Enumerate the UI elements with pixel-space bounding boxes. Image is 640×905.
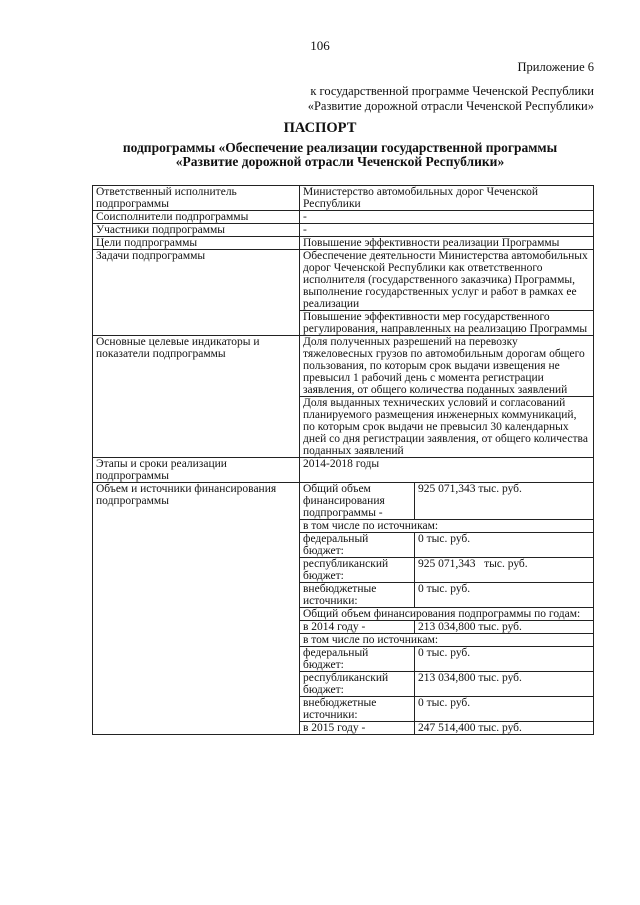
fin-republic-row-2 bbox=[300, 672, 593, 697]
fin-sources-row-2 bbox=[300, 634, 593, 647]
fin-sources-row bbox=[300, 520, 593, 533]
page-number: 106 bbox=[310, 38, 330, 53]
value-tasks bbox=[300, 250, 594, 336]
fin-2015-value: 247 514,400 тыс. руб. bbox=[418, 722, 522, 734]
fin-federal-row bbox=[300, 533, 593, 558]
row-financing bbox=[93, 483, 594, 735]
fin-federal-value-2: 0 тыс. руб. bbox=[415, 647, 594, 672]
label-tasks: Задачи подпрограммы bbox=[93, 250, 300, 336]
document-title: ПАСПОРТ bbox=[283, 120, 357, 136]
subtitle-line-2: «Развитие дорожной отрасли Чеченской Республики» bbox=[175, 154, 505, 169]
fin-republic-label-2: республиканский бюджет: bbox=[300, 672, 415, 697]
appendix-block bbox=[308, 60, 594, 115]
row-participants bbox=[93, 224, 594, 237]
fin-2015-label: в 2015 году - bbox=[300, 722, 415, 735]
fin-federal-row-2 bbox=[300, 647, 593, 672]
fin-sources-heading: в том числе по источникам: bbox=[300, 520, 593, 533]
financing-table bbox=[300, 483, 593, 734]
task-item-2: Повышение эффективности мер государственного регулирования, направленных на реализацию Программы bbox=[303, 311, 588, 335]
document-subtitle bbox=[80, 141, 600, 169]
fin-sources-heading-2: в том числе по источникам: bbox=[300, 634, 593, 647]
subtitle-line-1: подпрограммы «Обеспечение реализации государственной программы bbox=[122, 140, 558, 155]
appendix-program-name: «Развитие дорожной отрасли Чеченской Республики» bbox=[307, 99, 594, 113]
fin-republic-label: республиканский бюджет: bbox=[300, 558, 415, 583]
fin-offbudget-label: внебюджетные источники: bbox=[300, 583, 415, 608]
indicator-item-1: Доля полученных разрешений на перевозку тяжеловесных грузов по автомобильным дорогам общего пользования, по которым срок выдачи извещения не превысил 1 рабочий день с момента регистрации заявления, от общего количества поданных заявлений bbox=[300, 336, 593, 397]
fin-2014-value: 213 034,800 тыс. руб. bbox=[415, 621, 594, 634]
passport-table bbox=[92, 185, 594, 735]
label-coexecutors: Соисполнители подпрограммы bbox=[93, 211, 300, 224]
value-financing bbox=[300, 483, 594, 735]
fin-offbudget-row bbox=[300, 583, 593, 608]
appendix-number: Приложение 6 bbox=[517, 60, 594, 74]
value-stages: 2014-2018 годы bbox=[300, 458, 594, 483]
row-responsible bbox=[93, 186, 594, 211]
label-stages: Этапы и сроки реализации подпрограммы bbox=[93, 458, 300, 483]
value-coexecutors: - bbox=[300, 211, 594, 224]
appendix-ref-line: к государственной программе Чеченской Республики bbox=[310, 83, 594, 98]
fin-years-row bbox=[300, 608, 593, 621]
row-stages bbox=[93, 458, 594, 483]
fin-years-heading: Общий объем финансирования подпрограммы по годам: bbox=[300, 608, 593, 621]
fin-2014-label: в 2014 году - bbox=[300, 621, 415, 634]
row-coexecutors bbox=[93, 211, 594, 224]
task-item-1: Обеспечение деятельности Министерства автомобильных дорог Чеченской Республики как ответственного исполнителя (государственного заказчика) Программы, выполнение государственных услуг и работ в рамках ее реализации bbox=[300, 250, 593, 311]
fin-offbudget-value: 0 тыс. руб. bbox=[415, 583, 594, 608]
indicator-item-2: Доля выданных технических условий и согласований планируемого размещения инженерных коммуникаций, по которым срок выдачи не превысил 30 календарных дней со дня регистрации заявления, от общего количества поданных заявлений bbox=[303, 397, 588, 457]
fin-offbudget-label-2: внебюджетные источники: bbox=[300, 697, 415, 722]
fin-offbudget-value-2: 0 тыс. руб. bbox=[415, 697, 594, 722]
label-financing: Объем и источники финансирования подпрограммы bbox=[93, 483, 300, 735]
label-goals: Цели подпрограммы bbox=[93, 237, 300, 250]
value-participants: - bbox=[300, 224, 594, 237]
value-indicators bbox=[300, 336, 594, 458]
label-participants: Участники подпрограммы bbox=[93, 224, 300, 237]
fin-total-row bbox=[300, 483, 593, 520]
fin-total-label: Общий объем финансирования подпрограммы - bbox=[300, 483, 415, 520]
fin-federal-value: 0 тыс. руб. bbox=[415, 533, 594, 558]
fin-republic-row bbox=[300, 558, 593, 583]
row-indicators bbox=[93, 336, 594, 458]
row-tasks bbox=[93, 250, 594, 336]
fin-offbudget-row-2 bbox=[300, 697, 593, 722]
label-indicators: Основные целевые индикаторы и показатели подпрограммы bbox=[93, 336, 300, 458]
fin-republic-value-2: 213 034,800 тыс. руб. bbox=[415, 672, 594, 697]
fin-2014-row bbox=[300, 621, 593, 634]
row-goals bbox=[93, 237, 594, 250]
fin-total-value: 925 071,343 тыс. руб. bbox=[415, 483, 594, 520]
value-goals: Повышение эффективности реализации Программы bbox=[300, 237, 594, 250]
value-responsible: Министерство автомобильных дорог Чеченской Республики bbox=[300, 186, 594, 211]
fin-2015-row bbox=[300, 722, 593, 735]
label-responsible: Ответственный исполнитель подпрограммы bbox=[93, 186, 300, 211]
fin-federal-label: федеральный бюджет: bbox=[300, 533, 415, 558]
fin-federal-label-2: федеральный бюджет: bbox=[300, 647, 415, 672]
fin-republic-value: 925 071,343 тыс. руб. bbox=[415, 558, 594, 583]
